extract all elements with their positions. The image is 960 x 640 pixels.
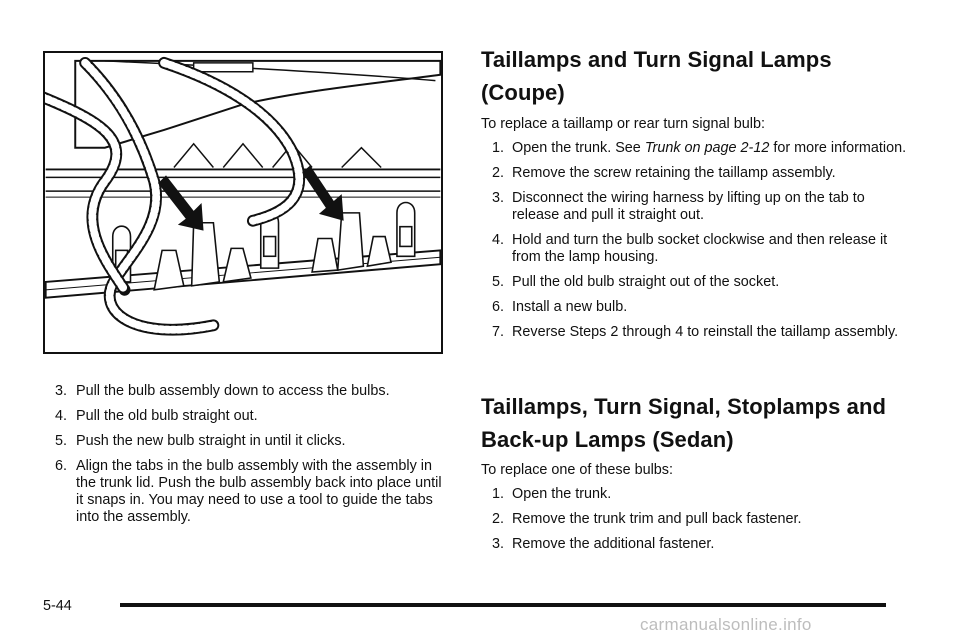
step-text: Align the tabs in the bulb assembly with the assembly in the trunk lid. Push the bulb assembly back into place until it snaps in. You may need to use a tool to guide the tabs into the assembly. — [76, 458, 442, 525]
coupe-step-list — [492, 140, 912, 349]
bulb-assembly-drawing — [45, 53, 441, 352]
step-text-after: for more information. — [769, 140, 907, 156]
step-text: Disconnect the wiring harness by lifting up on the tab to release and pull it straight out. — [512, 190, 865, 223]
step-number: 2. — [492, 165, 505, 181]
step-number: 3. — [55, 383, 68, 399]
step-text: Pull the bulb assembly down to access the bulbs. — [76, 383, 390, 399]
step-text: Remove the screw retaining the taillamp assembly. — [512, 165, 836, 181]
list-item — [55, 408, 450, 425]
step-number: 7. — [492, 324, 505, 340]
sedan-step-list — [492, 486, 912, 561]
step-text: Install a new bulb. — [512, 299, 628, 315]
watermark: carmanualsonline.info — [640, 615, 812, 634]
step-number: 4. — [55, 408, 68, 424]
bulb-assembly-illustration — [43, 51, 443, 354]
step-number: 1. — [492, 140, 505, 156]
list-item — [55, 433, 450, 450]
step-text: Remove the trunk trim and pull back fastener. — [512, 511, 802, 527]
step-number: 3. — [492, 190, 505, 206]
coupe-section-heading: Taillamps and Turn Signal Lamps (Coupe) — [481, 47, 832, 105]
page-number: 5-44 — [43, 598, 72, 614]
list-item — [492, 232, 912, 266]
step-number: 3. — [492, 536, 505, 552]
trunk-page-reference: Trunk on page 2-12 — [644, 140, 770, 156]
step-text: Reverse Steps 2 through 4 to reinstall the taillamp assembly. — [512, 324, 899, 340]
step-text-before: Open the trunk. See — [512, 140, 645, 156]
step-text — [512, 140, 912, 157]
list-item — [492, 274, 912, 291]
list-item — [492, 190, 912, 224]
step-number: 5. — [55, 433, 68, 449]
step-number: 6. — [55, 458, 68, 474]
list-item — [492, 536, 912, 553]
list-item — [492, 299, 912, 316]
step-text: Pull the old bulb straight out. — [76, 408, 258, 424]
footer-rule — [120, 603, 886, 607]
step-text: Pull the old bulb straight out of the socket. — [512, 274, 780, 290]
step-text: Open the trunk. — [512, 486, 612, 502]
step-number: 2. — [492, 511, 505, 527]
step-text: Push the new bulb straight in until it clicks. — [76, 433, 346, 449]
step-number: 4. — [492, 232, 505, 248]
list-item — [492, 511, 912, 528]
step-number: 1. — [492, 486, 505, 502]
step-number: 6. — [492, 299, 505, 315]
coupe-intro-text: To replace a taillamp or rear turn signal bulb: — [481, 116, 765, 132]
list-item — [492, 486, 912, 503]
sedan-section-heading: Taillamps, Turn Signal, Stoplamps and Back-up Lamps (Sedan) — [481, 394, 887, 452]
left-step-list — [55, 383, 450, 534]
step-text: Remove the additional fastener. — [512, 536, 715, 552]
list-item — [492, 140, 912, 157]
list-item — [492, 165, 912, 182]
list-item — [55, 383, 450, 400]
step-number: 5. — [492, 274, 505, 290]
sedan-intro-text: To replace one of these bulbs: — [481, 462, 674, 478]
step-text: Hold and turn the bulb socket clockwise and then release it from the lamp housing. — [512, 232, 888, 265]
list-item — [492, 324, 912, 341]
list-item — [55, 458, 450, 526]
